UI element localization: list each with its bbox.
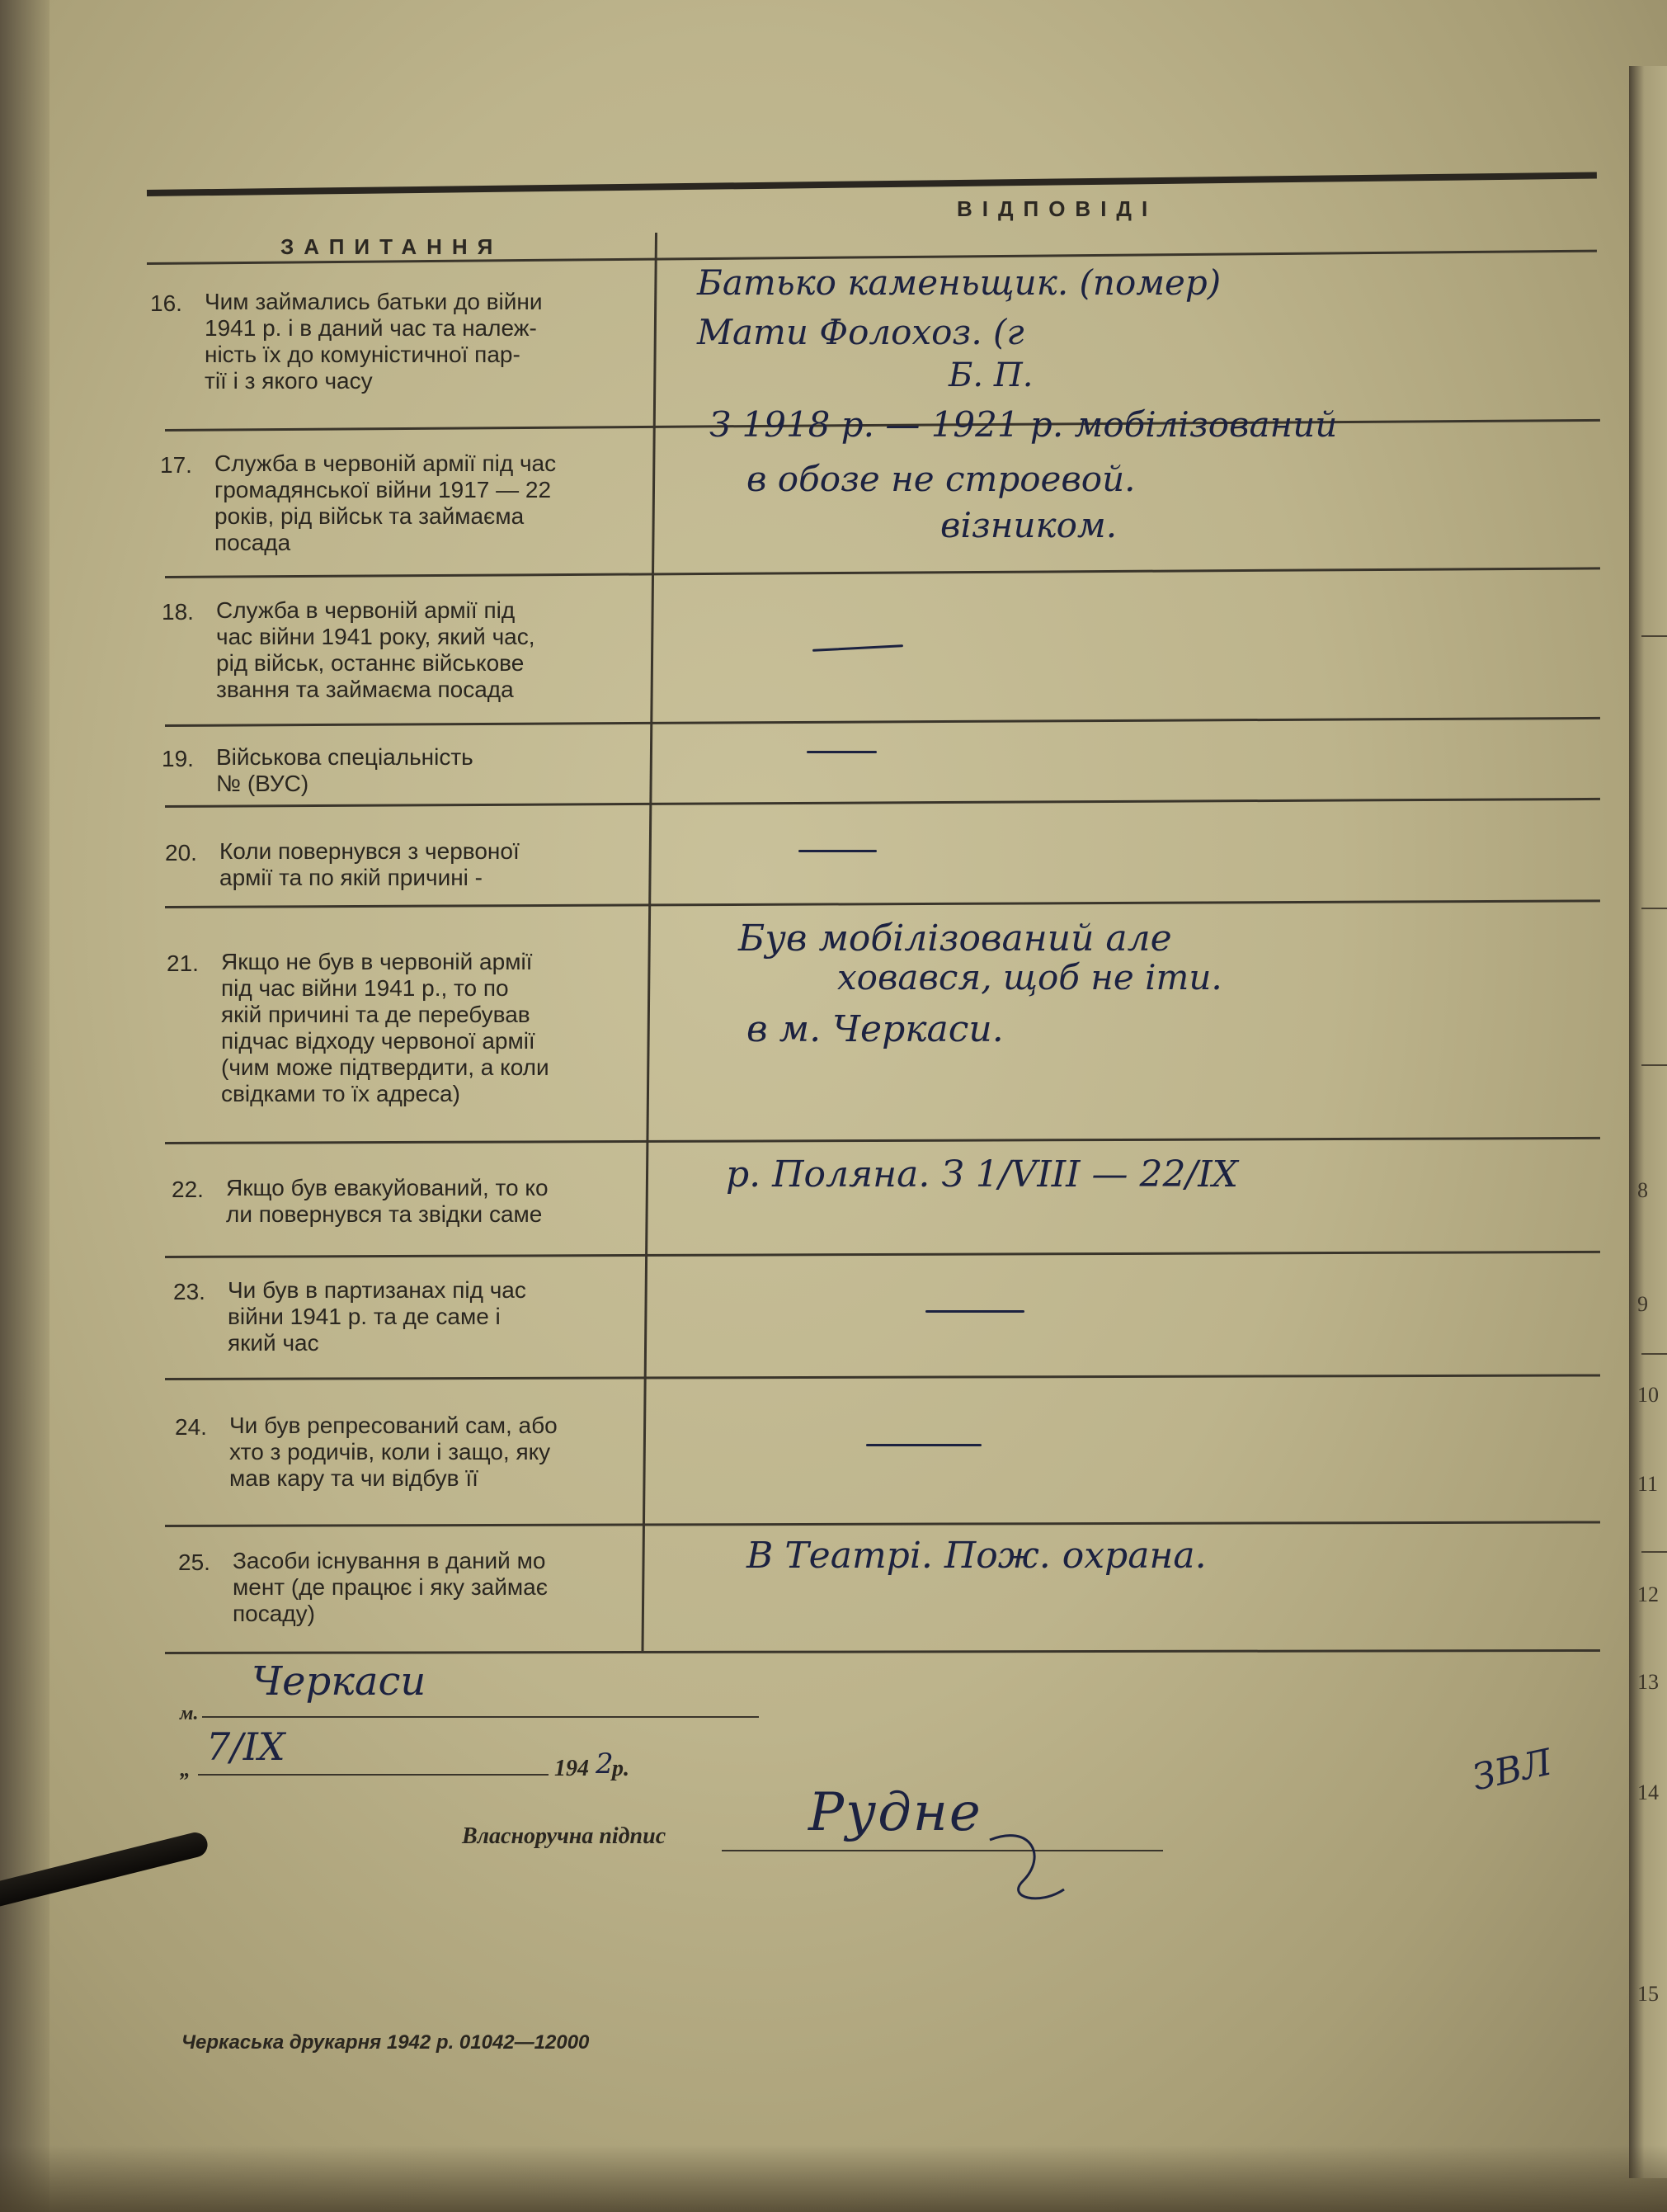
- questions-header: ЗАПИТАННЯ: [280, 234, 503, 259]
- question-number: 23.: [173, 1279, 205, 1304]
- handwritten-answer: в м. Черкаси.: [746, 1008, 1004, 1050]
- question-text: Якщо був евакуйований, то ко ли повернувся та звідки саме: [226, 1175, 549, 1227]
- adjacent-page-rule: [1641, 635, 1667, 637]
- date-quote: „: [180, 1757, 191, 1781]
- adjacent-page-rule: [1641, 1064, 1667, 1066]
- question-text: Чи був в партизанах під час війни 1941 р. та де саме і який час: [228, 1277, 526, 1356]
- question-number: 20.: [165, 840, 197, 865]
- blank-answer-dash: [866, 1444, 982, 1446]
- adjacent-page-number: 8: [1637, 1178, 1648, 1202]
- city-label: м.: [180, 1703, 199, 1724]
- blank-answer-dash: [798, 850, 877, 852]
- row-separator: [165, 798, 1600, 808]
- adjacent-page-number: 12: [1637, 1582, 1659, 1606]
- question-number: 24.: [175, 1414, 207, 1440]
- handwritten-answer: З 1918 р. — 1921 р. мобілізований: [709, 404, 1338, 445]
- row-separator: [165, 567, 1600, 578]
- year-prefix: 194: [554, 1756, 589, 1781]
- question-text: Якщо не був в червоній армії під час війни 1941 р., то по якій причині та де перебував підчас відходу червоної армії (чим може підтвердити, а коли свідками то їх адреса): [221, 949, 549, 1106]
- question-text: Військова спеціальність № (ВУС): [216, 744, 473, 796]
- row-separator: [165, 1374, 1600, 1380]
- question-text: Коли повернувся з червоної армії та по якій причині -: [219, 838, 520, 890]
- handwritten-answer: В Театрі. Пож. охрана.: [746, 1535, 1207, 1577]
- adjacent-page-rule: [1641, 908, 1667, 909]
- question-number: 25.: [178, 1549, 210, 1575]
- city-handwritten: Черкаси: [252, 1658, 426, 1705]
- question-number: 21.: [167, 950, 199, 976]
- row-separator: [165, 1649, 1600, 1654]
- adjacent-page-number: 9: [1637, 1292, 1648, 1316]
- row-separator: [165, 899, 1600, 908]
- blank-answer-dash: [807, 751, 877, 753]
- question-number: 22.: [172, 1177, 204, 1202]
- question-number: 18.: [162, 599, 194, 625]
- header-top-rule: [147, 172, 1597, 196]
- handwritten-answer: Б. П.: [949, 356, 1034, 394]
- year-digit-handwritten: 2: [596, 1747, 614, 1780]
- year-suffix: р.: [612, 1756, 629, 1781]
- adjacent-page-edge: [1629, 66, 1667, 2178]
- question-text: Служба в червоній армії під час громадянської війни 1917 — 22 років, рід військ та займаєма посада: [214, 450, 557, 555]
- question-text: Чи був репресований сам, або хто з родичів, коли і защо, яку мав кару та чи відбув її: [229, 1413, 558, 1491]
- signature-flourish: [973, 1807, 1081, 1914]
- handwritten-answer: Мати Фолохоз. (г: [697, 312, 1024, 352]
- row-separator: [165, 1251, 1600, 1258]
- question-text: Засоби існування в даний мо мент (де працює і яку займає посаду): [233, 1548, 548, 1626]
- adjacent-page-number: 10: [1637, 1383, 1659, 1407]
- date-underline: [198, 1774, 549, 1776]
- handwritten-answer: візником.: [940, 505, 1118, 545]
- question-text: Служба в червоній армії під час війни 1941 року, який час, рід військ, останнє військове звання та займаєма посада: [216, 597, 535, 702]
- handwritten-answer: р. Поляна. З 1/VIII — 22/IX: [726, 1153, 1238, 1196]
- question-number: 17.: [160, 452, 192, 478]
- blank-answer-dash: [925, 1310, 1024, 1313]
- signature-handwritten: Рудне: [808, 1782, 982, 1843]
- question-text: Чим займались батьки до війни 1941 р. і в даний час та належ- ність їх до комуністичної пар- тії і з якого часу: [205, 289, 543, 394]
- adjacent-page-number: 14: [1637, 1780, 1659, 1804]
- row-separator: [165, 1137, 1600, 1144]
- date-handwritten: 7/IX: [206, 1724, 285, 1769]
- answers-header: ВІДПОВІДІ: [957, 196, 1158, 221]
- initials-handwritten: ЗВЛ: [1468, 1741, 1556, 1799]
- adjacent-page-rule: [1641, 1353, 1667, 1355]
- adjacent-page-number: 11: [1637, 1472, 1659, 1496]
- signature-underline: [722, 1850, 1163, 1851]
- printer-imprint: Черкаська друкарня 1942 р. 01042—12000: [181, 2031, 590, 2054]
- row-separator: [165, 717, 1600, 727]
- signature-label: Власноручна підпис: [462, 1823, 666, 1849]
- handwritten-answer: в обозе не строевой.: [746, 459, 1136, 499]
- bottom-shadow: [0, 2145, 1667, 2212]
- question-number: 19.: [162, 746, 194, 771]
- city-underline: [202, 1716, 759, 1718]
- handwritten-answer: Був мобілізований але: [738, 917, 1172, 960]
- adjacent-page-rule: [1641, 1551, 1667, 1553]
- row-separator: [165, 1521, 1600, 1527]
- adjacent-page-number: 15: [1637, 1982, 1659, 2006]
- handwritten-answer: ховався, щоб не іти.: [837, 957, 1222, 998]
- question-number: 16.: [150, 290, 182, 316]
- adjacent-page-number: 13: [1637, 1670, 1659, 1694]
- blank-answer-dash: [812, 644, 903, 652]
- handwritten-answer: Батько каменьщик. (помер): [697, 262, 1222, 303]
